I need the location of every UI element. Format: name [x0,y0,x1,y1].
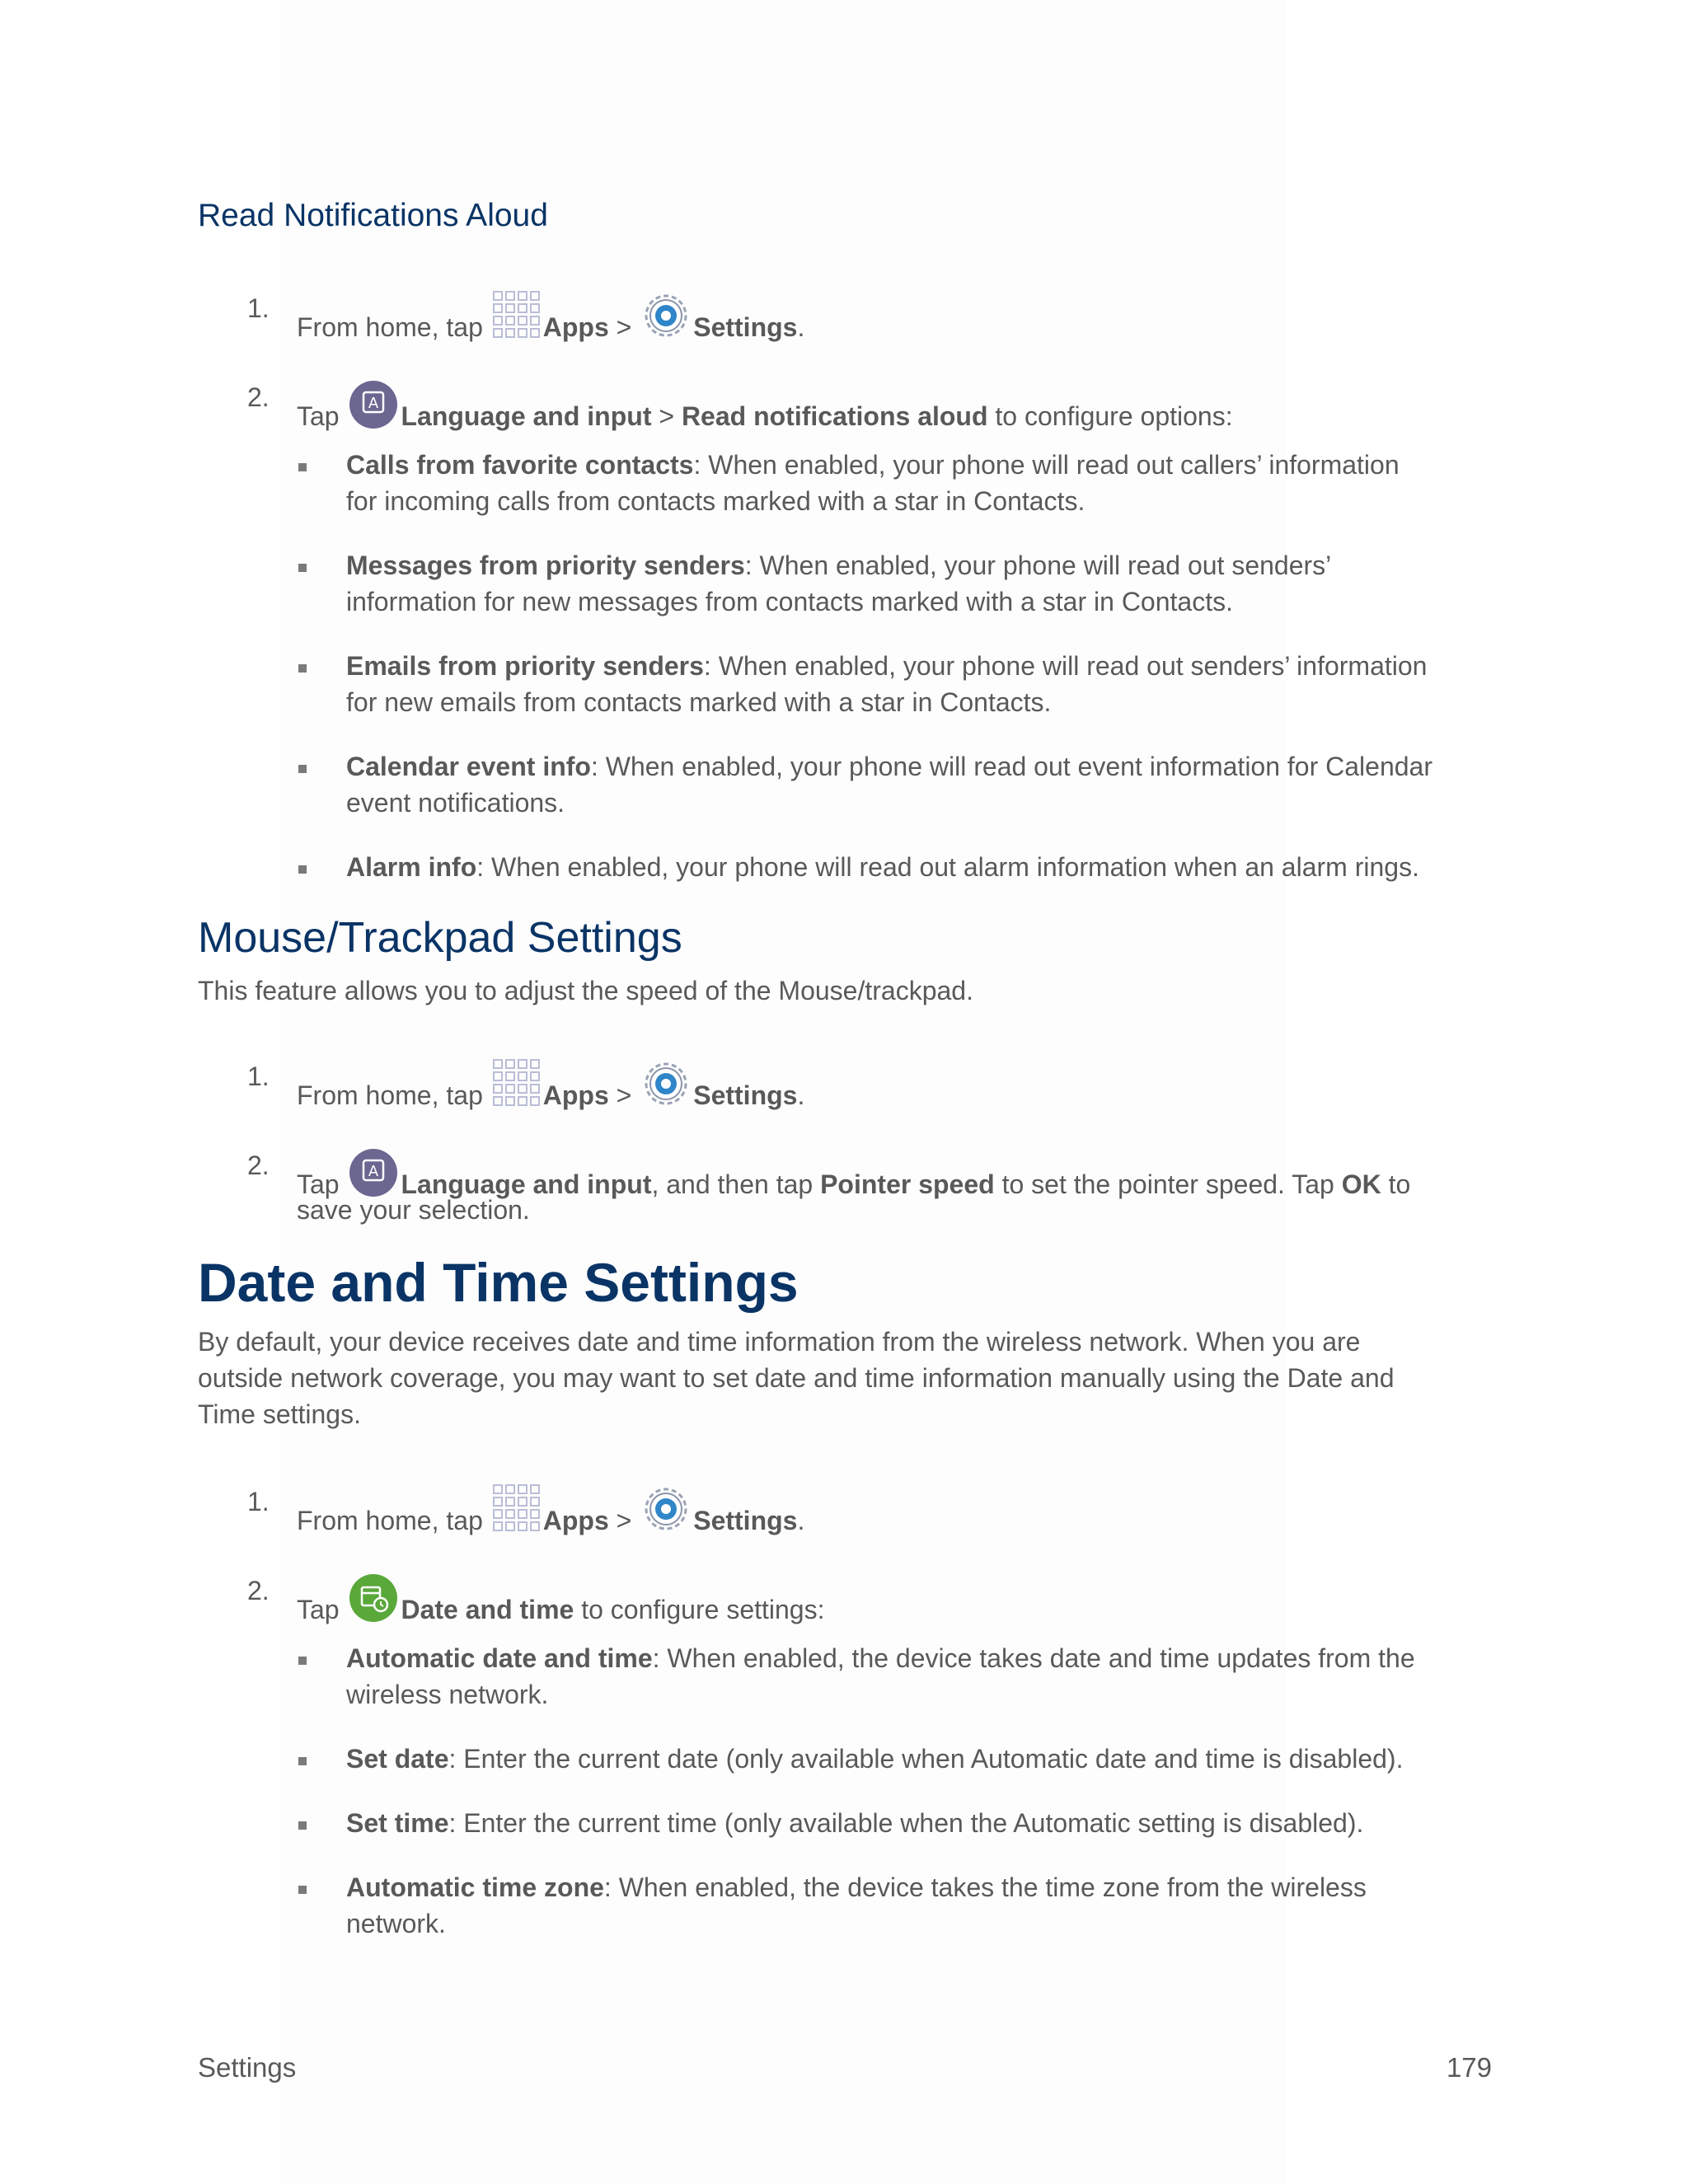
svg-text:A: A [368,395,379,412]
step-number: 2. [247,382,270,412]
heading-read-notifications-aloud: Read Notifications Aloud [198,198,548,233]
step-number: 1. [247,1487,270,1516]
step-prefix: From home, tap [297,312,483,342]
date-time-intro [198,1324,1517,1432]
period: . [797,312,805,342]
read-notifications-aloud-label: Read notifications aloud [681,401,988,431]
bullet-square [298,765,307,773]
settings-label: Settings [693,312,798,342]
bullet-automatic-date-time [297,1640,1492,1714]
bullet-term: Set date [346,1744,449,1774]
bullet-text [346,1640,1415,1713]
bullet-line2: for new emails from contacts marked with a star in Contacts. [346,687,1052,717]
intro-line-2: outside network coverage, you may want to set date and time information manually using the Date and [198,1363,1395,1393]
step-number: 2. [247,1151,270,1180]
bullet-term: Calendar event info [346,752,591,781]
step-number: 2. [247,1576,270,1605]
bullet-line1: : When enabled, your phone will read out senders’ [744,551,1332,580]
period: . [797,1506,805,1535]
bullet-alarm-info [297,849,1492,890]
date-time-icon [348,1572,399,1633]
step-1-open-settings [247,1483,1484,1535]
bullet-text [346,1869,1367,1942]
apps-grid-icon [492,1058,542,1118]
step-end: to [1388,1169,1411,1199]
step-2-read-notifications [247,379,1484,431]
bullet-line2: information for new messages from contacts marked with a star in Contacts. [346,587,1233,616]
step-text [297,379,1233,439]
apps-grid-icon [492,290,542,350]
language-and-input-label: Language and input [401,1169,652,1199]
step-text [297,1572,824,1633]
step-prefix: From home, tap [297,1506,483,1535]
step-number: 1. [247,293,270,323]
bullet-line1: : When enabled, the device takes the time zone from the wireless [603,1872,1367,1902]
step-prefix: From home, tap [297,1080,483,1110]
step-suffix: to configure options: [995,401,1233,431]
apps-label: Apps [542,312,609,342]
bullet-term: Set time [346,1808,449,1838]
bullet-square [298,1821,307,1830]
period: . [797,1080,805,1110]
bullet-messages-priority [297,547,1492,621]
step-prefix: Tap [297,1595,340,1624]
language-input-icon [348,379,399,439]
bullet-square [298,1757,307,1765]
mouse-trackpad-intro: This feature allows you to adjust the speed of the Mouse/trackpad. [198,976,973,1005]
separator: > [616,1080,632,1110]
separator: > [616,312,632,342]
bullet-text [346,648,1427,720]
step-text [297,1483,804,1544]
language-and-input-label: Language and input [401,401,652,431]
apps-grid-icon [492,1483,542,1544]
bullet-line2: event notifications. [346,788,565,818]
step-2-pointer-speed [247,1147,1484,1230]
bullet-text [346,447,1400,519]
bullet-line2: wireless network. [346,1680,549,1709]
bullet-line2: for incoming calls from contacts marked with a star in Contacts. [346,486,1085,516]
step-2-date-and-time [247,1572,1484,1624]
bullet-text [346,1805,1363,1841]
intro-line-3: Time settings. [198,1399,361,1429]
heading-date-and-time-settings: Date and Time Settings [198,1252,799,1313]
bullet-line1: : When enabled, your phone will read out senders’ information [703,651,1428,681]
bullet-line2: network. [346,1909,446,1938]
pointer-speed-label: Pointer speed [820,1169,995,1199]
bullet-term: Messages from priority senders [346,551,745,580]
bullet-square [298,865,307,874]
bullet-line1: : When enabled, the device takes date and time updates from the [652,1643,1415,1673]
bullet-text [346,547,1331,620]
settings-gear-icon [640,1058,692,1118]
bullet-text [346,748,1432,821]
settings-label: Settings [693,1506,798,1535]
bullet-square [298,1657,307,1665]
step-text [297,290,804,350]
step-1-open-settings [247,290,1484,342]
bullet-set-time [297,1805,1492,1846]
date-and-time-label: Date and time [401,1595,574,1624]
bullet-emails-priority [297,648,1492,722]
step-mid: , and then tap [651,1169,814,1199]
bullet-automatic-time-zone [297,1869,1492,1943]
bullet-term: Automatic date and time [346,1643,653,1673]
footer-section-name: Settings [198,2052,297,2083]
intro-line-1: By default, your device receives date and time information from the wireless network. When you are [198,1327,1361,1357]
bullet-line1: : When enabled, your phone will read out callers’ information [693,450,1400,480]
bullet-line1: : Enter the current date (only available when Automatic date and time is disabled). [448,1744,1404,1774]
step-prefix: Tap [297,401,340,431]
step-text [297,1058,804,1118]
separator: > [616,1506,632,1535]
bullet-line1: : When enabled, your phone will read out event information for Calendar [590,752,1432,781]
bullet-text [346,1741,1403,1777]
step-suffix: to configure settings: [581,1595,825,1624]
bullet-calendar-event [297,748,1492,823]
step-continuation: save your selection. [297,1195,530,1225]
bullet-term: Alarm info [346,852,477,882]
separator: > [659,401,675,431]
apps-label: Apps [542,1080,609,1110]
bullet-square [298,664,307,673]
step-1-open-settings [247,1058,1484,1110]
step-mid2: to set the pointer speed. Tap [1001,1169,1334,1199]
bullet-calls-favorite [297,447,1492,521]
settings-label: Settings [693,1080,798,1110]
step-number: 1. [247,1062,270,1091]
footer-page-number: 179 [1446,2052,1492,2083]
step-prefix: Tap [297,1169,340,1199]
bullet-term: Calls from favorite contacts [346,450,694,480]
bullet-square [298,463,307,471]
bullet-term: Automatic time zone [346,1872,604,1902]
apps-label: Apps [542,1506,609,1535]
bullet-square [298,1886,307,1894]
ok-label: OK [1341,1169,1381,1199]
heading-mouse-trackpad-settings: Mouse/Trackpad Settings [198,914,682,962]
bullet-text [346,849,1419,885]
bullet-line1: : Enter the current time (only available when the Automatic setting is disabled). [448,1808,1364,1838]
svg-text:A: A [368,1163,379,1180]
settings-gear-icon [640,1483,692,1544]
bullet-set-date [297,1741,1492,1782]
settings-gear-icon [640,290,692,350]
bullet-term: Emails from priority senders [346,651,704,681]
bullet-line1: : When enabled, your phone will read out alarm information when an alarm rings. [476,852,1419,882]
bullet-square [298,564,307,572]
